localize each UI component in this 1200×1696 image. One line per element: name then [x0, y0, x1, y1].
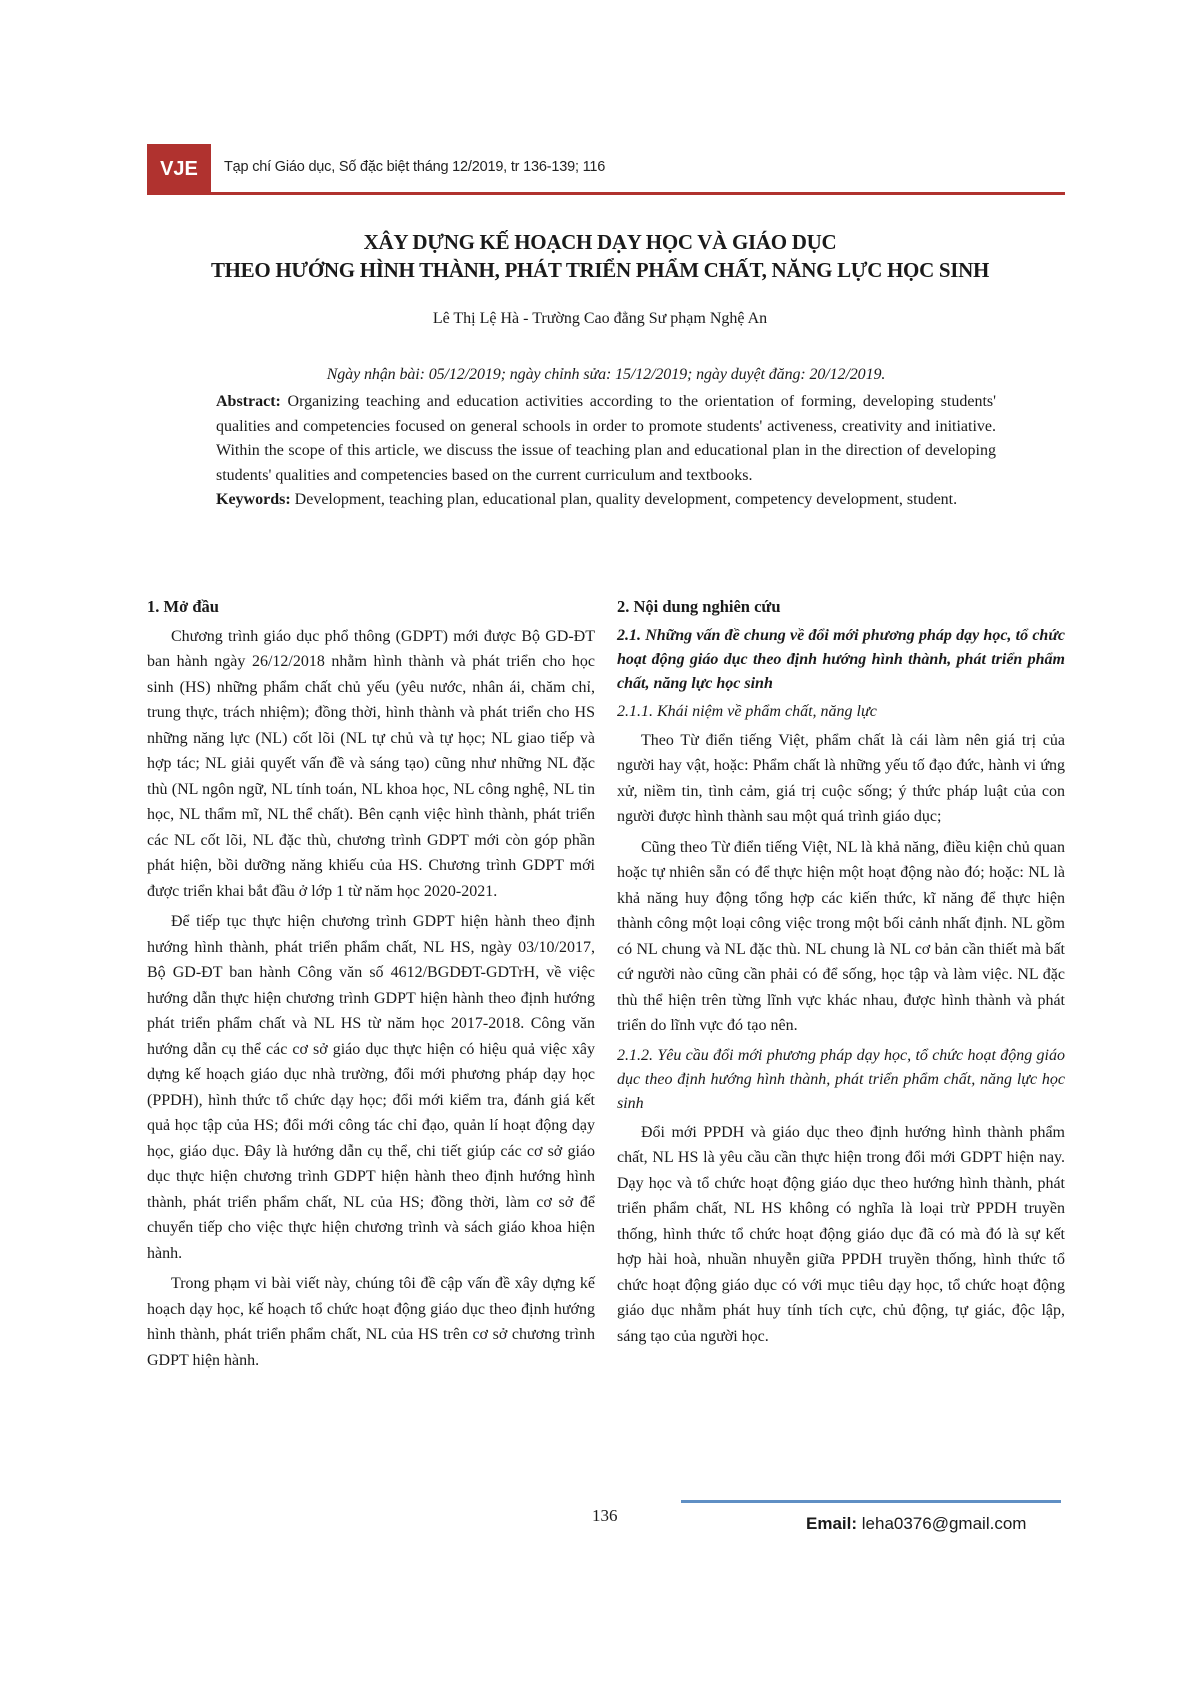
abstract-block	[216, 390, 996, 513]
subsection-heading-2-1: 2.1. Những vấn đề chung về đổi mới phương pháp dạy học, tổ chức hoạt động giáo dục theo định hướng hình thành, phát triển phẩm chất, năng lực học sinh	[617, 626, 1065, 692]
right-column	[617, 594, 1065, 1354]
submission-dates: Ngày nhận bài: 05/12/2019; ngày chỉnh sửa: 15/12/2019; ngày duyệt đăng: 20/12/2019.	[326, 366, 886, 383]
keywords-paragraph	[216, 488, 996, 513]
page-number: 136	[592, 1506, 618, 1525]
article-title-line-1: XÂY DỰNG KẾ HOẠCH DẠY HỌC VÀ GIÁO DỤC	[363, 230, 837, 254]
article-title-line-2: THEO HƯỚNG HÌNH THÀNH, PHÁT TRIỂN PHẨM CHẤT, NĂNG LỰC HỌC SINH	[210, 258, 990, 282]
keywords-text: Development, teaching plan, educational plan, quality development, competency development, student.	[290, 491, 958, 508]
intro-paragraph-2: Để tiếp tục thực hiện chương trình GDPT hiện hành theo định hướng hình thành, phát triển phẩm chất, NL HS, ngày 03/10/2017, Bộ GD-ĐT ban hành Công văn số 4612/BGDĐT-GDTrH, về việc hướng dẫn thực hiện chương trình GDPT hiện hành theo định hướng phát triển phẩm chất và NL HS từ năm học 2017-2018. Công văn hướng dẫn cụ thể các cơ sở giáo dục thực hiện có hiệu quả việc xây dựng kế hoạch giáo dục nhà trường, đổi mới phương pháp dạy học (PPDH), hình thức tổ chức dạy học; đổi mới kiểm tra, đánh giá kết quả học tập của HS; đổi mới công tác chỉ đạo, quản lí hoạt động dạy học, giáo dục. Đây là hướng dẫn cụ thể, chi tiết giúp các cơ sở giáo dục thực hiện chương trình GDPT hiện hành theo định hướng hình thành, phát triển phẩm chất, NL của HS; đồng thời, làm cơ sở để chuyển tiếp cho việc thực hiện chương trình và sách giáo khoa hiện hành.	[147, 913, 595, 1262]
author-affiliation: Lê Thị Lệ Hà - Trường Cao đẳng Sư phạm Nghệ An	[432, 310, 768, 327]
section-heading-research: 2. Nội dung nghiên cứu	[617, 597, 781, 616]
header-divider	[147, 192, 1065, 195]
keywords-label: Keywords:	[216, 491, 291, 508]
abstract-label: Abstract:	[216, 393, 281, 410]
intro-paragraph-3: Trong phạm vi bài viết này, chúng tôi đề cập vấn đề xây dựng kế hoạch dạy học, kế hoạch tổ chức hoạt động giáo dục theo định hướng hình thành, phát triển phẩm chất, NL của HS trên cơ sở chương trình GDPT hiện hành.	[147, 1275, 595, 1369]
journal-logo-badge	[147, 144, 211, 194]
subsection-heading-2-1-2: 2.1.2. Yêu cầu đổi mới phương pháp dạy học, tổ chức hoạt động giáo dục theo định hướng hình thành, phát triển phẩm chất, năng lực học sinh	[617, 1046, 1065, 1112]
section-heading-intro: 1. Mở đầu	[147, 597, 219, 616]
email-label: Email:	[806, 1514, 858, 1533]
research-paragraph-1: Theo Từ điển tiếng Việt, phẩm chất là cái làm nên giá trị của người hay vật, hoặc: Phẩm chất là những yếu tố đạo đức, hành vi ứng xử, niềm tin, tình cảm, giá trị cuộc sống; ý thức pháp luật của con người được hình thành sau một quá trình giáo dục;	[617, 731, 1065, 825]
article-title	[100, 228, 1100, 284]
email-address: leha0376@gmail.com	[857, 1514, 1027, 1533]
intro-paragraph-1: Chương trình giáo dục phổ thông (GDPT) mới được Bộ GD-ĐT ban hành ngày 26/12/2018 nhằm hình thành và phát triển cho học sinh (HS) những phẩm chất chủ yếu (yêu nước, nhân ái, chăm chỉ, trung thực, trách nhiệm); đồng thời, hình thành và phát triển cho HS những năng lực (NL) cốt lõi (NL tự chủ và tự học; NL giao tiếp và hợp tác; NL giải quyết vấn đề và sáng tạo) cũng như những NL đặc thù (NL ngôn ngữ, NL tính toán, NL khoa học, NL công nghệ, NL tin học, NL thẩm mĩ, NL thể chất). Bên cạnh việc hình thành, phát triển các NL cốt lõi, NL đặc thù, chương trình GDPT mới còn góp phần phát hiện, bồi dưỡng năng khiếu của HS. Chương trình GDPT mới được triển khai bắt đầu ở lớp 1 từ năm học 2020-2021.	[147, 627, 595, 900]
research-paragraph-2: Cũng theo Từ điển tiếng Việt, NL là khả năng, điều kiện chủ quan hoặc tự nhiên sẵn có để thực hiện một hoạt động nào đó; hoặc: NL là khả năng huy động tổng hợp các kiến thức, kĩ năng để thực hiện thành công một loại công việc trong một bối cảnh nhất định. NL gồm có NL chung và NL đặc thù. NL chung là NL cơ bản cần thiết mà bất cứ người nào cũng cần phải có để sống, học tập và làm việc. NL đặc thù thể hiện trên từng lĩnh vực khác nhau, được hình thành và phát triển do lĩnh vực đó tạo nên.	[617, 838, 1065, 1034]
footer-divider	[681, 1500, 1061, 1503]
abstract-text: Organizing teaching and education activities according to the orientation of forming, developing students' qualities and competencies focused on general schools in order to promote students' activeness, creativity and initiative. Within the scope of this article, we discuss the issue of teaching plan and educational plan in the direction of developing students' qualities and competencies based on the current curriculum and textbooks.	[216, 393, 996, 484]
research-paragraph-3: Đổi mới PPDH và giáo dục theo định hướng hình thành phẩm chất, NL HS là yêu cầu cần thực hiện trong đổi mới GDPT hiện nay. Dạy học và tổ chức hoạt động giáo dục theo hướng hình thành, phát triển phẩm chất, NL HS không có nghĩa là loại trừ PPDH truyền thống, hình thức tổ chức hoạt động giáo dục đã có mà đó là sự kết hợp hài hoà, nhuần nhuyễn giữa PPDH truyền thống, hình thức tổ chức hoạt động giáo dục có với mục tiêu dạy học, tổ chức hoạt động giáo dục nhằm phát huy tính tích cực, chủ động, tự giác, độc lập, sáng tạo của người học.	[617, 1123, 1065, 1345]
journal-logo-text: VJE	[160, 157, 198, 180]
author-email	[806, 1514, 1026, 1534]
left-column	[147, 594, 595, 1378]
abstract-paragraph	[216, 390, 996, 488]
subsection-heading-2-1-1: 2.1.1. Khái niệm về phẩm chất, năng lực	[617, 702, 877, 720]
journal-citation: Tạp chí Giáo dục, Số đặc biệt tháng 12/2019, tr 136-139; 116	[224, 159, 606, 175]
